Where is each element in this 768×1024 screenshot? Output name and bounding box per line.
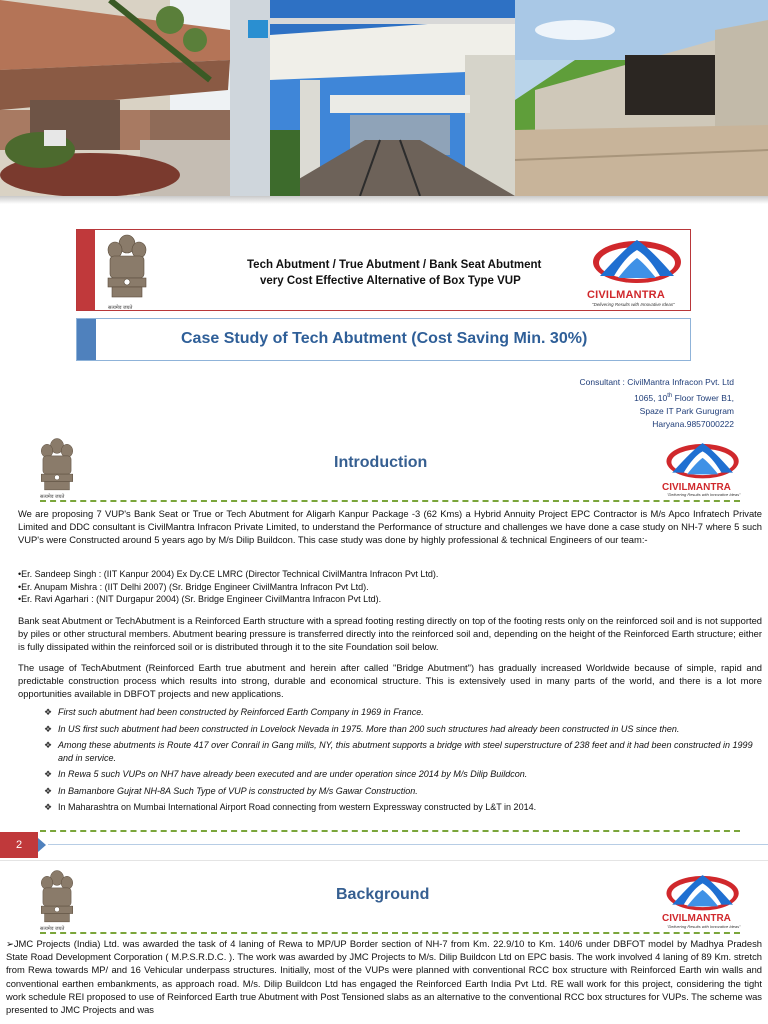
civilmantra-tagline: "Delivering Results with Innovative Ideas" — [667, 924, 741, 929]
section-divider — [40, 500, 740, 502]
photo-rail-overbridge — [270, 0, 515, 196]
team-list — [18, 568, 438, 606]
diamond-bullet-icon: ❖ — [44, 723, 53, 734]
facts-list — [44, 706, 762, 818]
diamond-bullet-icon: ❖ — [44, 769, 53, 779]
intro-paragraph-3: The usage of TechAbutment (Reinforced Earth true abutment and herein after called "Bridge Abutment") has gradually increased Worldwide because of simple, rapid and predictable construction process which results into strong, durable and economical structure. This is extensively used in many parts of the world, and there is a lot more opportunities available in DBFOT projects and new applications. — [18, 662, 762, 700]
team-member: •Er. Anupam Mishra : (IIT Delhi 2007) (Sr. Bridge Engineer CivilMantra Infracon Pvt Ltd). — [18, 581, 369, 592]
consultant-line-2: 1065, 10th Floor Tower B1, — [634, 392, 734, 403]
section-divider — [40, 830, 740, 832]
case-study-banner — [76, 318, 691, 361]
national-emblem-icon — [36, 436, 78, 499]
civilmantra-tagline: "Delivering Results with Innovative Ideas" — [667, 492, 741, 497]
list-item: ❖ In US first such abutment had been constructed in Lovelock Nevada in 1975. More than 200 such structures had already been constructed in US since then. — [44, 723, 680, 734]
list-item: ❖ Among these abutments is Route 417 over Conrail in Gang mills, NY, this abutment supports a bridge with steel superstructure of 238 feet and it had been constructed in 1999 and in service. — [44, 740, 753, 763]
section-divider — [40, 932, 740, 934]
list-item: ❖ In Rewa 5 such VUPs on NH7 have already been executed and are under operation since 2014 by M/s Dilip Buildcon. — [44, 769, 528, 779]
civilmantra-tagline: "Delivering Results with Innovative Ideas" — [592, 302, 675, 307]
diamond-bullet-icon: ❖ — [44, 707, 53, 717]
page-rule — [48, 844, 768, 845]
title-accent-bar — [77, 230, 95, 310]
photo-flyover-left — [0, 0, 270, 196]
consultant-line-3: Spaze IT Park Gurugram — [639, 405, 734, 416]
photo-strip-shadow — [0, 196, 768, 204]
intro-paragraph-2: Bank seat Abutment or TechAbutment is a Reinforced Earth structure with a spread footing resting directly on top of the footing rests only on the reinforced soil and is not supported by piles or other structural members. Abutment bearing pressure is transferred directly into the reinforced soil and, depending on the height of the Reinforced Earth structure; either is fully dissipated within the reinforced soil or is distributed through it to the site Foundation soil below. — [18, 615, 762, 653]
page-number: 2 — [0, 832, 38, 858]
list-item: ❖ In Bamanbore Gujrat NH-8A Such Type of VUP is constructed by M/s Gawar Construction. — [44, 785, 418, 796]
emblem-motto: सत्यमेव जयते — [40, 494, 65, 500]
consultant-address — [580, 376, 735, 432]
team-member: •Er. Ravi Agarhari : (NIT Durgapur 2004) (Sr. Bridge Engineer CivilMantra Infracon Pvt Ltd). — [18, 594, 382, 604]
team-member: •Er. Sandeep Singh : (IIT Kanpur 2004) Ex Dy.CE LMRC (Director Technical CivilMantra Infracon Pvt Ltd). — [18, 569, 439, 579]
diamond-bullet-icon: ❖ — [44, 802, 53, 812]
background-paragraph-1: ➢JMC Projects (India) Ltd. was awarded the task of 4 laning of Rewa to MP/UP Border section of NH-7 from Km. 22.9/10 to Km. 140/6 under DBFOT model by Madhya Pradesh State Road Development Corporation ( M.P.S.R.D.C. ). The work was awarded by JMC Projects to M/s. Dilip Buildcon Ltd on EPC basis. The work involved 4 laning of 89 Km. stretch from Rewa towards MP/ and 16 Vehicular underpass structures. Initially, most of the VUPs were planned with conventional RCC box structure with Reinforced Earth win walls and conventional earthen embankments, as approach road. M/s. Dilip Buildcon Ltd has engaged the Reinforced Earth India Pvt Ltd. RE wall work for this project, considering the tight work schedule REI proposed to use of Reinforced Earth true Abutment with Post Tensioned slabs as an alternative to the conventional RCC box structures for VUPs. The scheme was presented to JMC Projects and was — [6, 938, 762, 1016]
civilmantra-brand-text: CIVILMANTRA — [587, 289, 665, 301]
consultant-line-1: Consultant : CivilMantra Infracon Pvt. Ltd — [579, 377, 734, 387]
national-emblem-icon — [36, 868, 78, 931]
introduction-heading: Introduction — [334, 454, 428, 471]
diamond-bullet-icon: ❖ — [44, 785, 53, 796]
civilmantra-brand-text: CIVILMANTRA — [662, 913, 731, 924]
consultant-line-4: Haryana.9857000222 — [652, 419, 734, 430]
emblem-motto: सत्यमेव जयते — [108, 305, 133, 311]
background-heading: Background — [336, 886, 430, 903]
title-line-2: very Cost Effective Alternative of Box Type VUP — [260, 275, 521, 287]
photo-vup-underpass — [515, 0, 768, 196]
page-separator — [0, 860, 768, 861]
case-study-title: Case Study of Tech Abutment (Cost Saving Min. 30%) — [181, 330, 588, 347]
list-item: ❖ First such abutment had been constructed by Reinforced Earth Company in 1969 in France. — [44, 707, 424, 717]
intro-paragraph-1: We are proposing 7 VUP's Bank Seat or True or Tech Abutment for Aligarh Kanpur Package -3 (62 Kms) a Hybrid Annuity Project EPC Contractor is M/s Apco Infratech Private Limited and DDC consultant is CivilMantra Infracon Private Limited, to understand the Performance of structure and challenges we have done a case study on NH-7 where 5 such VUP's were Constructed around 5 years ago by M/s Dilip Buildcon. This case study was done by highly professional & technical Engineers of our team:- — [18, 508, 762, 546]
diamond-bullet-icon: ❖ — [44, 740, 53, 750]
case-study-accent-bar — [77, 319, 96, 360]
civilmantra-brand-text: CIVILMANTRA — [662, 482, 731, 493]
emblem-motto: सत्यमेव जयते — [40, 926, 65, 932]
title-line-1: Tech Abutment / True Abutment / Bank Seat Abutment — [247, 259, 542, 271]
page-arrow-icon — [38, 838, 46, 852]
list-item: ❖ In Maharashtra on Mumbai International Airport Road connecting from western Expressway constructed by L&T in 2014. — [44, 802, 537, 812]
